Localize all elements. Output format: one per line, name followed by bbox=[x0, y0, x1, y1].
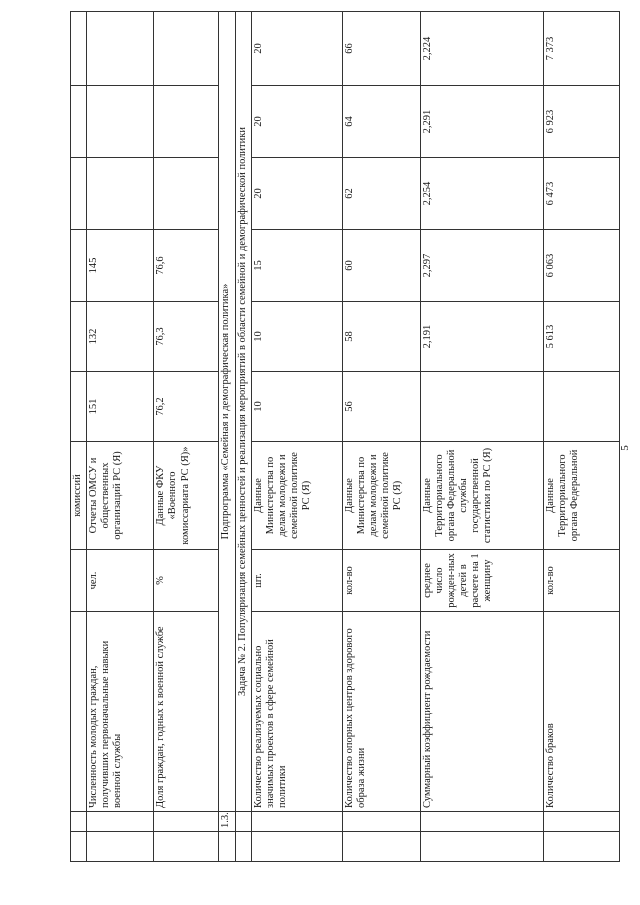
value-cell: 76,3 bbox=[154, 302, 219, 372]
value-cell: 2,224 bbox=[420, 12, 543, 86]
blank-cell bbox=[219, 832, 235, 862]
value-cell bbox=[71, 230, 87, 302]
indicator-name-cell: Количество реализуемых социально значимых проектов в сфере семейной политики bbox=[251, 612, 342, 812]
value-cell: 10 bbox=[251, 302, 342, 372]
source-cell: Данные ФКУ «Военного комиссариата РС (Я)» bbox=[154, 442, 219, 550]
blank-cell bbox=[544, 832, 620, 862]
value-cell: 151 bbox=[87, 372, 154, 442]
row-number-cell: 1.3. bbox=[219, 812, 235, 832]
value-cell bbox=[71, 12, 87, 86]
blank-cell bbox=[71, 832, 87, 862]
indicator-name-cell: Количество браков bbox=[544, 612, 620, 812]
value-cell bbox=[87, 158, 154, 230]
value-cell bbox=[71, 158, 87, 230]
table-row bbox=[154, 12, 219, 862]
source-cell: Данные Территориального органа Федеральной bbox=[544, 442, 620, 550]
value-cell: 6 473 bbox=[544, 158, 620, 230]
value-cell: 64 bbox=[342, 86, 420, 158]
value-cell: 2,291 bbox=[420, 86, 543, 158]
value-cell: 56 bbox=[342, 372, 420, 442]
source-cell: Данные Министерства по делам молодежи и семейной политике РС (Я) bbox=[251, 442, 342, 550]
unit-cell: % bbox=[154, 550, 219, 612]
indicators-table bbox=[70, 11, 620, 862]
value-cell: 15 bbox=[251, 230, 342, 302]
value-cell: 145 bbox=[87, 230, 154, 302]
blank-cell bbox=[420, 832, 543, 862]
row-number-cell bbox=[154, 812, 219, 832]
value-cell: 20 bbox=[251, 86, 342, 158]
section-heading-cell: Подпрограмма «Семейная и демографическая политика» bbox=[219, 12, 235, 812]
section-heading-cell: Задача № 2. Популяризация семейных ценностей и реализация мероприятий в области семейной и демографической политики bbox=[235, 12, 251, 812]
value-cell: 6 063 bbox=[544, 230, 620, 302]
blank-cell bbox=[87, 832, 154, 862]
indicator-name-cell: Суммарный коэффициент рождаемости bbox=[420, 612, 543, 812]
value-cell bbox=[420, 372, 543, 442]
value-cell: 60 bbox=[342, 230, 420, 302]
table-row bbox=[544, 12, 620, 862]
table-row bbox=[219, 12, 235, 862]
value-cell bbox=[544, 372, 620, 442]
source-cell: комиссий bbox=[71, 442, 87, 550]
value-cell: 132 bbox=[87, 302, 154, 372]
row-number-cell bbox=[235, 812, 251, 832]
rotated-table-sheet bbox=[70, 12, 620, 862]
row-number-cell bbox=[342, 812, 420, 832]
value-cell: 20 bbox=[251, 12, 342, 86]
value-cell: 5 613 bbox=[544, 302, 620, 372]
row-number-cell bbox=[87, 812, 154, 832]
page-number: 5 bbox=[619, 445, 631, 451]
value-cell bbox=[71, 86, 87, 158]
unit-cell: чел. bbox=[87, 550, 154, 612]
value-cell: 2,297 bbox=[420, 230, 543, 302]
table-row bbox=[420, 12, 543, 862]
blank-cell bbox=[235, 832, 251, 862]
unit-cell: кол-во bbox=[342, 550, 420, 612]
unit-cell: шт. bbox=[251, 550, 342, 612]
source-cell: Данные Территориального органа Федеральной службы государственной статистики по РС (Я) bbox=[420, 442, 543, 550]
value-cell bbox=[154, 86, 219, 158]
table-row bbox=[71, 12, 87, 862]
value-cell: 10 bbox=[251, 372, 342, 442]
value-cell: 62 bbox=[342, 158, 420, 230]
table-row bbox=[235, 12, 251, 862]
value-cell: 76,2 bbox=[154, 372, 219, 442]
indicator-name-cell: Численность молодых граждан, получивших первоначальные навыки военной службы bbox=[87, 612, 154, 812]
value-cell: 2,254 bbox=[420, 158, 543, 230]
row-number-cell bbox=[71, 812, 87, 832]
value-cell: 2,191 bbox=[420, 302, 543, 372]
source-cell: Отчеты ОМСУ и общественных организаций РС (Я) bbox=[87, 442, 154, 550]
value-cell bbox=[71, 302, 87, 372]
value-cell bbox=[71, 372, 87, 442]
value-cell: 66 bbox=[342, 12, 420, 86]
value-cell: 6 923 bbox=[544, 86, 620, 158]
indicator-name-cell bbox=[71, 612, 87, 812]
row-number-cell bbox=[251, 812, 342, 832]
indicator-name-cell: Доля граждан, годных к военной службе bbox=[154, 612, 219, 812]
value-cell bbox=[87, 86, 154, 158]
row-number-cell bbox=[420, 812, 543, 832]
source-cell: Данные Министерства по делам молодежи и семейной политике РС (Я) bbox=[342, 442, 420, 550]
unit-cell: кол-во bbox=[544, 550, 620, 612]
value-cell: 7 373 bbox=[544, 12, 620, 86]
row-number-cell bbox=[544, 812, 620, 832]
blank-cell bbox=[154, 832, 219, 862]
value-cell: 76,6 bbox=[154, 230, 219, 302]
blank-cell bbox=[251, 832, 342, 862]
table-row bbox=[251, 12, 342, 862]
value-cell bbox=[154, 158, 219, 230]
value-cell bbox=[154, 12, 219, 86]
table-row bbox=[87, 12, 154, 862]
value-cell: 20 bbox=[251, 158, 342, 230]
blank-cell bbox=[342, 832, 420, 862]
value-cell: 58 bbox=[342, 302, 420, 372]
unit-cell: среднее число рожден-ных детей в расчете на 1 женщину bbox=[420, 550, 543, 612]
table-row bbox=[342, 12, 420, 862]
unit-cell bbox=[71, 550, 87, 612]
value-cell bbox=[87, 12, 154, 86]
indicator-name-cell: Количество опорных центров здорового образа жизни bbox=[342, 612, 420, 812]
